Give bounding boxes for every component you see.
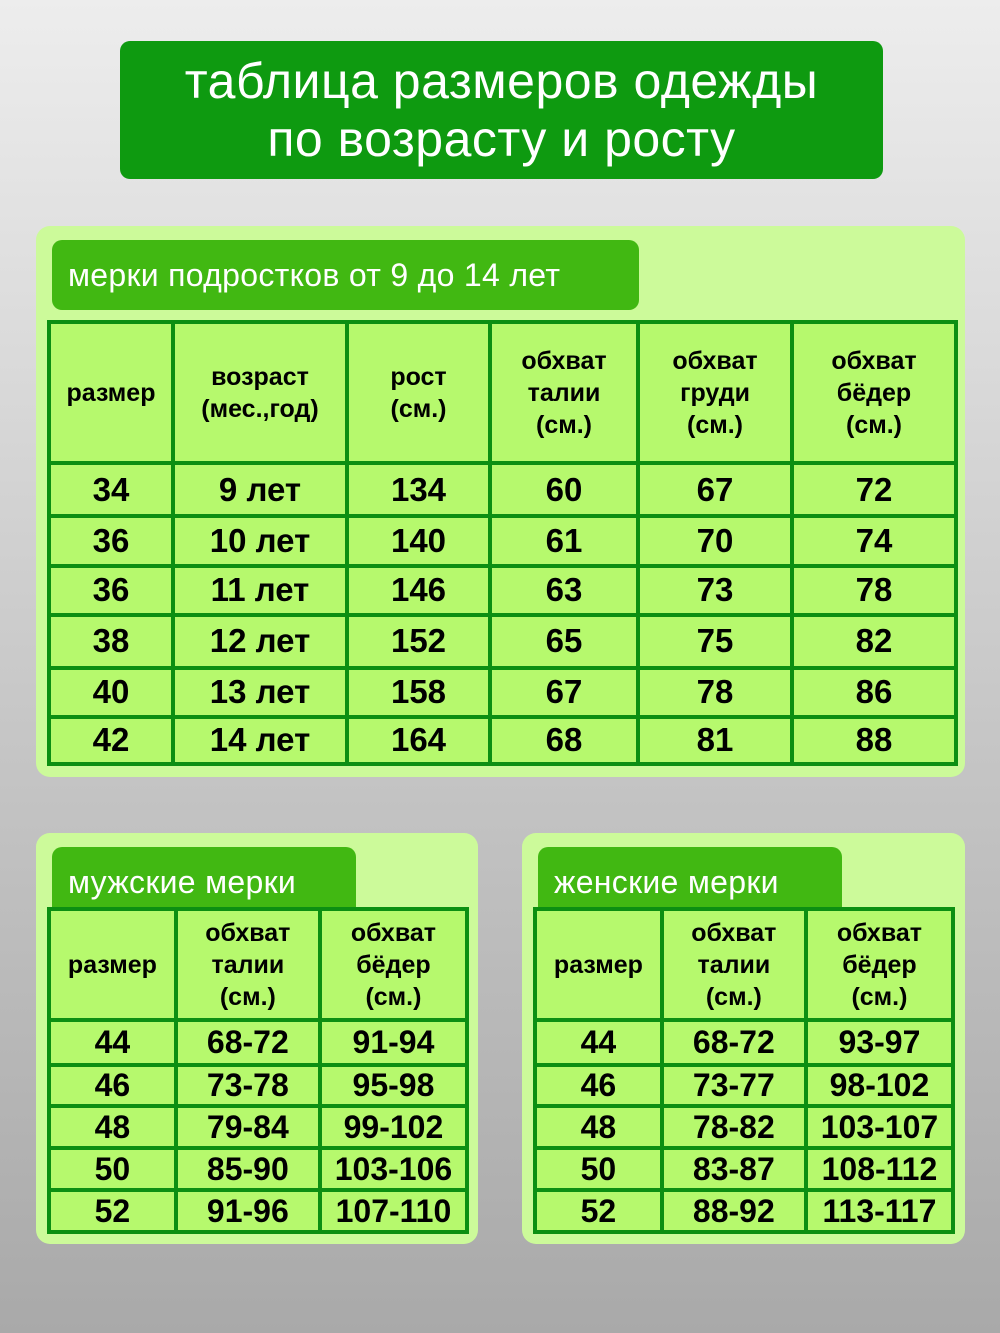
column-header-line: размер — [67, 950, 157, 979]
table-cell: 134 — [347, 463, 490, 516]
table-cell: 42 — [49, 717, 173, 764]
women-size-table — [533, 907, 955, 1234]
table-cell: 81 — [638, 717, 792, 764]
column-header — [638, 322, 792, 463]
table-cell: 52 — [535, 1190, 662, 1232]
table-cell: 44 — [49, 1020, 176, 1065]
table-cell: 82 — [792, 615, 956, 668]
table-cell: 61 — [490, 516, 638, 565]
header-row — [49, 909, 467, 1020]
table-cell: 52 — [49, 1190, 176, 1232]
table-cell: 91-96 — [176, 1190, 320, 1232]
table-cell: 146 — [347, 566, 490, 615]
table-row — [49, 668, 956, 717]
table-row — [49, 516, 956, 565]
table-cell: 65 — [490, 615, 638, 668]
table-cell: 67 — [638, 463, 792, 516]
column-header-line: обхват — [205, 918, 291, 947]
column-header — [490, 322, 638, 463]
table-cell: 73-78 — [176, 1065, 320, 1107]
men-panel — [36, 833, 478, 1244]
table-cell: 85-90 — [176, 1148, 320, 1191]
table-cell: 48 — [49, 1106, 176, 1148]
column-header-line: бёдер — [842, 950, 917, 979]
column-header-line: (см.) — [390, 394, 447, 423]
table-cell: 46 — [535, 1065, 662, 1107]
table-cell: 78 — [792, 566, 956, 615]
column-header-line: обхват — [691, 918, 777, 947]
table-cell: 95-98 — [320, 1065, 467, 1107]
teens-panel-label: мерки подростков от 9 до 14 лет — [52, 240, 639, 310]
column-header — [792, 322, 956, 463]
table-cell: 140 — [347, 516, 490, 565]
table-cell: 48 — [535, 1106, 662, 1148]
column-header-line: талии — [211, 950, 285, 979]
table-cell: 36 — [49, 566, 173, 615]
column-header — [320, 909, 467, 1020]
table-cell: 44 — [535, 1020, 662, 1065]
column-header — [176, 909, 320, 1020]
table-row — [49, 566, 956, 615]
table-cell: 99-102 — [320, 1106, 467, 1148]
table-cell: 107-110 — [320, 1190, 467, 1232]
table-cell: 12 лет — [173, 615, 347, 668]
column-header-line: (см.) — [705, 982, 762, 1011]
table-cell: 34 — [49, 463, 173, 516]
column-header — [806, 909, 953, 1020]
teens-size-table — [47, 320, 958, 766]
table-cell: 70 — [638, 516, 792, 565]
column-header-line: (см.) — [365, 982, 422, 1011]
page-title-line-2: по возрасту и росту — [267, 111, 736, 167]
table-cell: 13 лет — [173, 668, 347, 717]
table-cell: 74 — [792, 516, 956, 565]
table-cell: 67 — [490, 668, 638, 717]
table-cell: 38 — [49, 615, 173, 668]
table-row — [49, 463, 956, 516]
table-cell: 9 лет — [173, 463, 347, 516]
column-header-line: груди — [680, 378, 750, 407]
column-header-line: размер — [66, 378, 156, 407]
table-cell: 103-107 — [806, 1106, 953, 1148]
column-header-line: обхват — [521, 346, 607, 375]
column-header-line: талии — [697, 950, 771, 979]
page-title — [120, 41, 883, 179]
table-cell: 14 лет — [173, 717, 347, 764]
table-cell: 50 — [535, 1148, 662, 1191]
men-panel-label: мужские мерки — [52, 847, 356, 917]
column-header-line: (см.) — [219, 982, 276, 1011]
table-cell: 164 — [347, 717, 490, 764]
table-row — [535, 1106, 953, 1148]
table-cell: 40 — [49, 668, 173, 717]
table-cell: 98-102 — [806, 1065, 953, 1107]
column-header-line: талии — [527, 378, 601, 407]
table-cell: 46 — [49, 1065, 176, 1107]
table-cell: 73-77 — [662, 1065, 806, 1107]
table-cell: 88 — [792, 717, 956, 764]
table-cell: 91-94 — [320, 1020, 467, 1065]
column-header — [173, 322, 347, 463]
table-row — [49, 1065, 467, 1107]
table-cell: 36 — [49, 516, 173, 565]
table-row — [49, 1190, 467, 1232]
table-cell: 50 — [49, 1148, 176, 1191]
table-cell: 78 — [638, 668, 792, 717]
table-row — [535, 1190, 953, 1232]
column-header-line: (см.) — [536, 410, 592, 439]
column-header-line: возраст — [211, 362, 309, 391]
table-cell: 93-97 — [806, 1020, 953, 1065]
table-row — [535, 1065, 953, 1107]
table-cell: 152 — [347, 615, 490, 668]
men-size-table — [47, 907, 469, 1234]
column-header-line: (см.) — [851, 982, 908, 1011]
table-cell: 10 лет — [173, 516, 347, 565]
table-cell: 68-72 — [662, 1020, 806, 1065]
table-row — [535, 1020, 953, 1065]
table-cell: 11 лет — [173, 566, 347, 615]
column-header — [49, 322, 173, 463]
table-cell: 60 — [490, 463, 638, 516]
table-row — [49, 717, 956, 764]
table-cell: 158 — [347, 668, 490, 717]
table-cell: 73 — [638, 566, 792, 615]
column-header-line: обхват — [836, 918, 923, 947]
table-cell: 63 — [490, 566, 638, 615]
table-cell: 75 — [638, 615, 792, 668]
column-header-line: (см.) — [687, 410, 743, 439]
column-header-line: размер — [553, 950, 643, 979]
table-row — [49, 1020, 467, 1065]
table-cell: 68 — [490, 717, 638, 764]
table-cell: 68-72 — [176, 1020, 320, 1065]
column-header — [347, 322, 490, 463]
column-header — [535, 909, 662, 1020]
column-header-line: обхват — [350, 918, 437, 947]
table-cell: 79-84 — [176, 1106, 320, 1148]
column-header-line: (см.) — [846, 410, 902, 439]
table-row — [49, 615, 956, 668]
page-title-line-1: таблица размеров одежды — [184, 53, 819, 109]
table-row — [49, 1148, 467, 1191]
column-header-line: обхват — [672, 346, 758, 375]
women-panel-label: женские мерки — [538, 847, 842, 917]
table-cell: 83-87 — [662, 1148, 806, 1191]
table-cell: 88-92 — [662, 1190, 806, 1232]
teens-panel — [36, 226, 965, 777]
table-cell: 72 — [792, 463, 956, 516]
header-row — [535, 909, 953, 1020]
table-cell: 86 — [792, 668, 956, 717]
column-header-line: рост — [390, 362, 447, 391]
table-cell: 103-106 — [320, 1148, 467, 1191]
column-header-line: (мес.,год) — [201, 394, 319, 423]
column-header-line: бёдер — [356, 950, 431, 979]
table-cell: 108-112 — [806, 1148, 953, 1191]
table-cell: 78-82 — [662, 1106, 806, 1148]
column-header — [662, 909, 806, 1020]
column-header — [49, 909, 176, 1020]
header-row — [49, 322, 956, 463]
table-row — [49, 1106, 467, 1148]
table-row — [535, 1148, 953, 1191]
column-header-line: бёдер — [836, 378, 912, 407]
column-header-line: обхват — [831, 346, 917, 375]
women-panel — [522, 833, 965, 1244]
table-cell: 113-117 — [806, 1190, 953, 1232]
